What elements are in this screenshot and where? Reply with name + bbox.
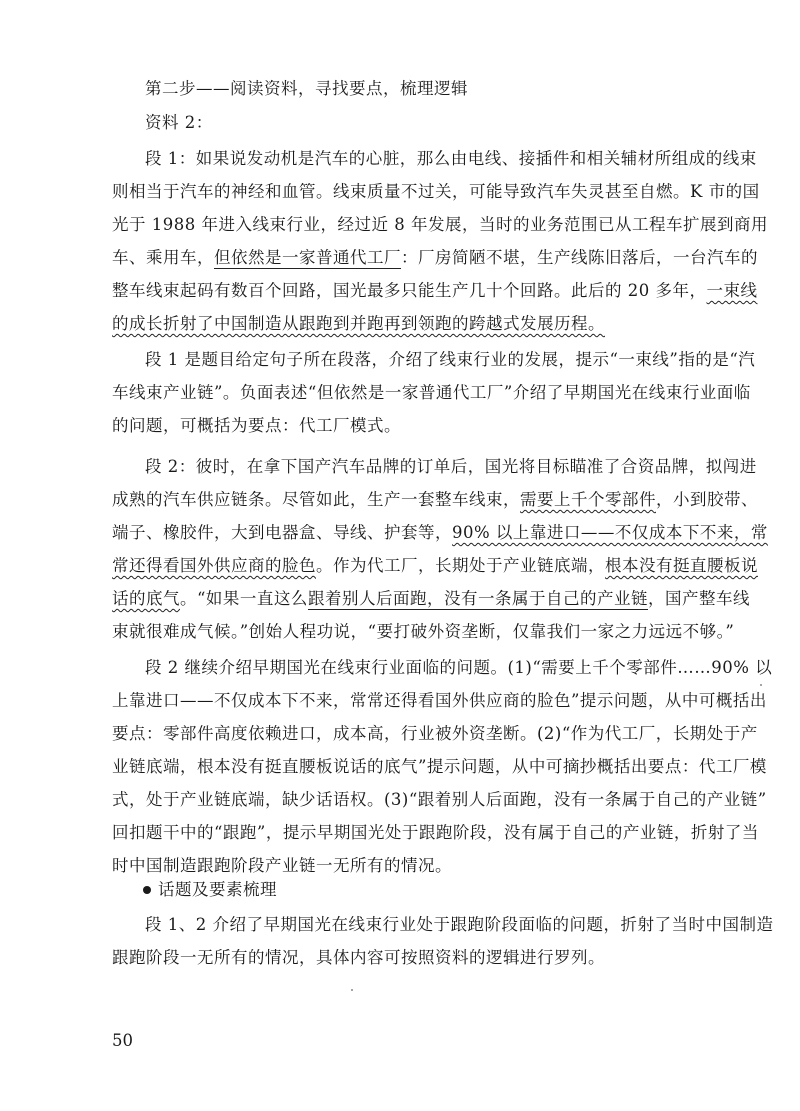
wavy-underlined-text: 一束线 <box>706 281 758 300</box>
scan-speck <box>760 684 762 686</box>
material-p2-line: 段 2：彼时，在拿下国产汽车品牌的订单后，国光将目标瞄准了合资品牌，拟闯进 <box>145 457 757 476</box>
analysis-1-line: 段 1 是题目给定句子所在段落，介绍了线束行业的发展，提示“一束线”指的是“汽 <box>145 350 756 369</box>
material-p2-line <box>112 589 750 609</box>
wavy-underlined-text: 话的底气 <box>112 589 180 608</box>
text-segment: 端子、橡胶件，大到电器盒、导线、护套等， <box>112 523 452 542</box>
text-segment: 。“如果一直这么 <box>180 589 308 608</box>
material-p2-line <box>112 490 758 510</box>
wavy-underlined-text: 常还得看国外供应商的脸色 <box>112 556 316 575</box>
material-p1-line: 则相当于汽车的神经和血管。线束质量不过关，可能导致汽车失灵甚至自燃。K 市的国 <box>112 182 760 201</box>
wavy-underlined-text: 根本没有挺直腰板说 <box>605 556 758 575</box>
text-segment: 整车线束起码有数百个回路，国光最多只能生产几十个回路。此后的 20 多年， <box>112 281 707 300</box>
bullet-icon <box>143 886 151 894</box>
analysis-2-line: 时中国制造跟跑阶段产业链一无所有的情况。 <box>112 856 452 875</box>
text-segment: 。作为代工厂，长期处于产业链底端， <box>316 556 605 575</box>
material-p2-line <box>112 556 758 576</box>
material-p1-line: 光于 1988 年进入线束行业，经过近 8 年发展，当时的业务范围已从工程车扩展到商用 <box>112 215 768 234</box>
analysis-1-line: 的问题，可概括为要点：代工厂模式。 <box>112 416 401 435</box>
material-p2-line: 束就很难成气候。”创始人程功说，“要打破外资垄断，仅靠我们一家之力远远不够。” <box>112 622 735 641</box>
analysis-2-line: 式，处于产业链底端，缺少话语权。(3)“跟着别人后面跑，没有一条属于自己的产业链” <box>112 790 767 809</box>
underlined-text: 但依然是一家普通代工厂 <box>214 248 401 267</box>
wavy-underlined-text: 的成长折射了中国制造从跟跑到并跑再到领跑的跨越式发展历程。 <box>112 314 605 333</box>
material-p1-line <box>112 314 702 334</box>
section-heading: 话题及要素梳理 <box>158 880 277 899</box>
text-segment: ：厂房简陋不堪，生产线陈旧落后，一台汽车的 <box>401 248 758 267</box>
analysis-2-line: 回扣题干中的“跟跑”，提示早期国光处于跟跑阶段，没有属于自己的产业链，折射了当 <box>112 823 759 842</box>
analysis-1-line: 车线束产业链”。负面表述“但依然是一家普通代工厂”介绍了早期国光在线束行业面临 <box>112 383 751 402</box>
material-p1-line <box>112 281 758 301</box>
material-label: 资料 2： <box>145 113 213 132</box>
material-p1-line <box>112 248 758 268</box>
text-segment: 成熟的汽车供应链条。尽管如此，生产一套整车线束， <box>112 490 520 509</box>
text-segment: ，小到胶带、 <box>656 490 758 509</box>
wavy-underlined-text: 需要上千个零部件 <box>520 490 656 509</box>
analysis-2-line: 业链底端，根本没有挺直腰板说话的底气”提示问题，从中可摘抄概括出要点：代工厂模 <box>112 757 767 776</box>
material-p2-line <box>112 523 768 543</box>
page-number: 50 <box>112 1031 133 1050</box>
material-p1-line: 段 1：如果说发动机是汽车的心脏，那么由电线、接插件和相关辅材所组成的线束 <box>145 149 757 168</box>
analysis-2-line: 上靠进口——不仅成本下不来，常常还得看国外供应商的脸色”提示问题，从中可概括出 <box>112 691 767 710</box>
step-title: 第二步——阅读资料，寻找要点，梳理逻辑 <box>145 79 468 98</box>
text-segment: ，国产整车线 <box>647 589 750 608</box>
analysis-2-line: 段 2 继续介绍早期国光在线束行业面临的问题。(1)“需要上千个零部件……90% 以 <box>145 658 773 677</box>
wavy-underlined-text: 90% 以上靠进口——不仅成本下不来，常 <box>452 523 768 542</box>
scan-speck <box>351 989 353 991</box>
analysis-3-line: 跟跑阶段一无所有的情况，具体内容可按照资料的逻辑进行罗列。 <box>112 948 605 967</box>
text-segment: 车、乘用车， <box>112 248 214 267</box>
underlined-text: 跟着别人后面跑，没有一条属于自己的产业链 <box>307 589 648 608</box>
analysis-3-line: 段 1、2 介绍了早期国光在线束行业处于跟跑阶段面临的问题，折射了当时中国制造 <box>145 915 774 934</box>
analysis-2-line: 要点：零部件高度依赖进口，成本高，行业被外资垄断。(2)“作为代工厂，长期处于产 <box>112 724 758 743</box>
